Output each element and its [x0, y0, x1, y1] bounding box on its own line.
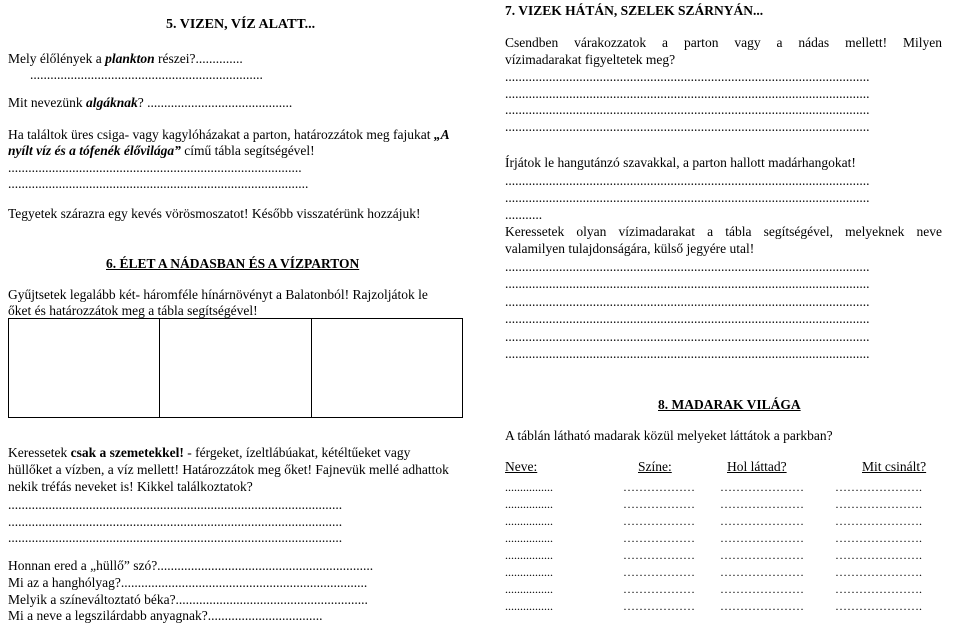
question-bird-names-line1: Keressetek olyan vízimadarakat a tábla segítségével, melyeknek neve — [505, 224, 942, 239]
question-hardest-material: Mi a neve a legszilárdabb anyagnak?.................................. — [8, 608, 323, 623]
answer-line: ............................................................................................................ — [505, 276, 870, 291]
answer-line: ............................................................................................................ — [505, 173, 870, 188]
table-cell[interactable]: ................ — [505, 531, 553, 545]
section-8-title-text: 8. MADARAK VILÁGA — [658, 397, 801, 412]
answer-line: ............................................................................................................ — [505, 102, 870, 117]
q-text: ? ........................................... — [137, 95, 293, 110]
question-algae — [8, 94, 292, 111]
table-cell[interactable]: ……………… — [623, 480, 695, 494]
q-text: című tábla segítségével! — [180, 143, 315, 158]
answer-line: ................................................................................................... — [8, 530, 343, 545]
table-row — [505, 565, 942, 580]
table-cell[interactable]: …………………. — [835, 480, 922, 494]
header-activity: Mit csinált? — [862, 459, 927, 474]
table-cell[interactable]: ……………… — [623, 548, 695, 562]
question-plants-line1: Gyűjtsetek legalább két- háromféle hínárnövényt a Balatonból! Rajzoljátok le — [8, 287, 428, 302]
table-cell[interactable]: ……………… — [623, 514, 695, 528]
table-row — [505, 480, 942, 495]
header-name: Neve: — [505, 459, 538, 474]
section-6-title — [106, 255, 359, 272]
table-cell[interactable]: ................ — [505, 582, 553, 596]
answer-line: ............................................................................................................ — [505, 311, 870, 326]
table-row — [505, 582, 942, 597]
section-6-title-text: 6. ÉLET A NÁDASBAN ÉS A VÍZPARTON — [106, 256, 360, 271]
table-cell[interactable]: ................ — [505, 548, 553, 562]
section-8-title — [658, 396, 801, 413]
q-term: algáknak — [85, 95, 138, 110]
question-bird-names-line2: valamilyen tulajdonságára, külső jegyére utal! — [505, 241, 755, 256]
answer-line: ......................................................................................... — [8, 176, 309, 191]
q-text: Keressetek — [8, 445, 71, 460]
table-cell[interactable]: …………………. — [835, 565, 922, 579]
question-vocal-sac: Mi az a hanghólyag?......................................................................... — [8, 575, 368, 590]
table-cell[interactable]: ……………… — [623, 531, 695, 545]
answer-line: ....................................................................................... — [8, 160, 302, 175]
table-cell[interactable]: …………………. — [835, 514, 922, 528]
answer-line: ................................................................................................... — [8, 497, 343, 512]
question-plants-line2: őket és határozzátok meg a tábla segítségével! — [8, 303, 258, 318]
q-term: nyílt víz és a tófenék élővilága” — [8, 143, 181, 158]
table-cell[interactable]: ……………… — [623, 497, 695, 511]
table-cell[interactable]: …………………. — [835, 548, 922, 562]
header-color: Színe: — [638, 459, 672, 474]
table-row — [505, 548, 942, 563]
table-cell[interactable]: ................ — [505, 599, 553, 613]
header-where: Hol láttad? — [727, 459, 787, 474]
question-waterbirds-line1: Csendben várakozzatok a parton vagy a nádas mellett! Milyen — [505, 35, 942, 50]
section-8-intro: A táblán látható madarak közül melyeket láttátok a parkban? — [505, 428, 833, 443]
table-cell[interactable]: ................ — [505, 514, 553, 528]
table-cell[interactable]: ………………… — [720, 565, 804, 579]
q-text: Ha találtok üres csiga- vagy kagylóházakat a parton, határozzátok meg fajukat — [8, 127, 434, 142]
q-text: Mely élőlények a — [8, 51, 106, 66]
table-row — [505, 497, 942, 512]
answer-line: ............................................................................................................ — [505, 329, 870, 344]
answer-line: ........... — [505, 207, 543, 222]
question-waterbirds-line2: vízimadarakat figyeltetek meg? — [505, 52, 676, 67]
drawing-box[interactable] — [8, 318, 159, 418]
drawing-box[interactable] — [159, 318, 310, 418]
answer-line: ..................................................................... — [30, 67, 263, 82]
table-cell[interactable]: …………………. — [835, 531, 922, 545]
table-row — [505, 531, 942, 546]
table-cell[interactable]: ………………… — [720, 582, 804, 596]
table-cell[interactable]: ……………… — [623, 599, 695, 613]
table-cell[interactable]: ………………… — [720, 514, 804, 528]
question-reptile-word: Honnan ered a „hüllő” szó?................................................................ — [8, 558, 374, 573]
table-cell[interactable]: ……………… — [623, 582, 695, 596]
answer-line: ............................................................................................................ — [505, 190, 870, 205]
answer-line: ............................................................................................................ — [505, 86, 870, 101]
question-shells-line1 — [8, 126, 463, 143]
q-term: „A — [433, 127, 450, 142]
q-text: részei?.............. — [154, 51, 243, 66]
drawing-boxes — [8, 318, 463, 418]
question-bird-sounds: Írjátok le hangutánzó szavakkal, a parton hallott madárhangokat! — [505, 155, 856, 170]
table-cell[interactable]: ................ — [505, 565, 553, 579]
section-5-title — [166, 16, 315, 33]
question-color-frog: Melyik a színeváltoztató béka?......................................................... — [8, 592, 368, 607]
table-cell[interactable]: ………………… — [720, 531, 804, 545]
question-animals-line3: nekik tréfás neveket is! Kikkel találkoztatok? — [8, 479, 253, 494]
answer-line: ............................................................................................................ — [505, 259, 870, 274]
table-cell[interactable]: ………………… — [720, 480, 804, 494]
question-shells-line2 — [8, 142, 315, 159]
q-text: Mit nevezünk — [8, 95, 86, 110]
table-cell[interactable]: ................ — [505, 480, 553, 494]
drawing-box[interactable] — [311, 318, 463, 418]
instruction-red-algae: Tegyetek szárazra egy kevés vörösmoszatot! Később visszatérünk hozzájuk! — [8, 206, 421, 221]
answer-line: ............................................................................................................ — [505, 119, 870, 134]
q-text: - férgeket, ízeltlábúakat, kétéltűeket vagy — [183, 445, 411, 460]
table-cell[interactable]: …………………. — [835, 599, 922, 613]
question-plankton — [8, 50, 243, 67]
section-7-title-text: 7. VIZEK HÁTÁN, SZELEK SZÁRNYÁN... — [505, 3, 764, 18]
answer-line: ............................................................................................................ — [505, 294, 870, 309]
bird-table-header — [505, 459, 942, 476]
table-cell[interactable]: …………………. — [835, 497, 922, 511]
section-7-title — [505, 2, 763, 19]
question-animals-line2: hüllőket a vízben, a víz mellett! Határozzátok meg őket! Fajnevük mellé adhattok — [8, 462, 449, 477]
answer-line: ................................................................................................... — [8, 514, 343, 529]
table-cell[interactable]: ………………… — [720, 548, 804, 562]
q-term: csak a szemetekkel! — [70, 445, 184, 460]
section-5-title-text: 5. VIZEN, VÍZ ALATT... — [166, 17, 316, 32]
table-cell[interactable]: …………………. — [835, 582, 922, 596]
table-cell[interactable]: ................ — [505, 497, 553, 511]
answer-line: ............................................................................................................ — [505, 69, 870, 84]
table-cell[interactable]: ………………… — [720, 599, 804, 613]
answer-line: ............................................................................................................ — [505, 346, 870, 361]
table-row — [505, 599, 942, 614]
question-animals-line1 — [8, 444, 410, 461]
q-term: plankton — [105, 51, 155, 66]
table-row — [505, 514, 942, 529]
table-cell[interactable]: ……………… — [623, 565, 695, 579]
table-cell[interactable]: ………………… — [720, 497, 804, 511]
